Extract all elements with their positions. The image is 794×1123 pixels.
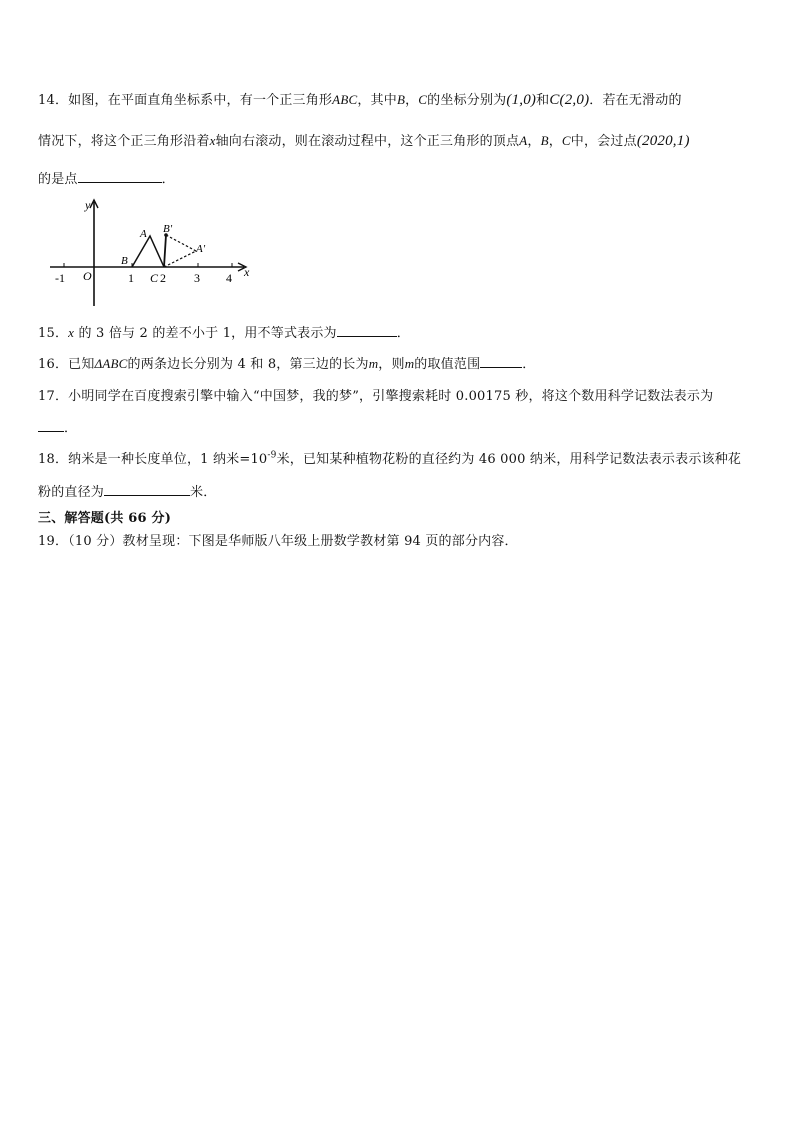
coord-c: C(2,0) xyxy=(549,92,590,108)
vertex-c: C xyxy=(561,133,571,148)
tick-label-neg1: -1 xyxy=(55,271,65,285)
dashed-c-a-prime xyxy=(164,251,196,267)
q16-number: 16． xyxy=(38,357,69,372)
tick-label-4: 4 xyxy=(226,271,232,285)
var-m: m xyxy=(368,356,379,371)
q18-text: 粉的直径为 xyxy=(38,485,105,500)
dashed-b-prime-a-prime xyxy=(166,235,196,251)
var-x: x xyxy=(209,133,216,148)
triangle-name: ΔABC xyxy=(94,356,128,371)
q14-text: ． xyxy=(161,172,175,187)
q14-text: 的坐标分别为 xyxy=(427,93,507,108)
q18-line2 xyxy=(38,481,216,500)
vertex-b: B xyxy=(540,133,549,148)
q14-text: ， xyxy=(405,93,419,108)
q16-text: ，则 xyxy=(378,357,405,372)
q17-line1 xyxy=(38,385,713,404)
q14-text: 情况下，将这个正三角形沿着 xyxy=(38,134,210,149)
q14-text: 如图，在平面直角坐标系中，有一个正三角形 xyxy=(68,93,333,108)
q15-number: 15． xyxy=(38,326,69,341)
tick-label-1: 1 xyxy=(128,271,134,285)
q17-line2 xyxy=(38,417,77,436)
q19-number: 19． xyxy=(38,534,69,549)
q18-number: 18． xyxy=(38,452,69,467)
q14-text: 轴向右滚动，则在滚动过程中，这个正三角形的顶点 xyxy=(215,134,520,149)
q17-text: 小明同学在百度搜索引擎中输入“中国梦，我的梦”，引擎搜索耗时 0.00175 秒，将这个数用科学记数法表示为 xyxy=(68,389,714,404)
q14-text: ，其中 xyxy=(357,93,397,108)
answer-blank[interactable] xyxy=(38,419,64,432)
q15 xyxy=(38,322,410,341)
tick-label-2: 2 xyxy=(160,271,166,285)
section-heading xyxy=(38,507,171,526)
q14-text: 的是点 xyxy=(38,172,78,187)
q14-text: ．若在无滑动的 xyxy=(589,93,682,108)
q14-text: ， xyxy=(548,134,562,149)
q16-text: 已知 xyxy=(68,357,95,372)
q18-text: 米． xyxy=(190,485,217,500)
q18-line1 xyxy=(38,448,741,467)
triangle-abc xyxy=(132,236,164,267)
point-b: B xyxy=(396,92,406,107)
coordinate-figure xyxy=(46,196,256,308)
segment-cb-prime xyxy=(164,235,166,267)
answer-blank[interactable] xyxy=(104,483,190,496)
exponent: -9 xyxy=(267,450,277,461)
q14-line3 xyxy=(38,168,175,187)
target-point: (2020,1) xyxy=(636,133,690,149)
triangle-name: ABC xyxy=(332,92,358,107)
q16-text: 的取值范围 xyxy=(414,357,481,372)
q16-text: ． xyxy=(522,357,536,372)
q14-text: 和 xyxy=(536,93,550,108)
q14-text: 中，会过点 xyxy=(570,134,637,149)
q16-text: 的两条边长分别为 4 和 8，第三边的长为 xyxy=(127,357,369,372)
label-a-prime: A' xyxy=(196,243,206,255)
label-b: B xyxy=(121,255,128,267)
section-title: 三、解答题(共 66 分) xyxy=(38,511,172,526)
q15-text: ． xyxy=(396,326,410,341)
q19-text: （10 分）教材呈现：下图是华师版八年级上册数学教材第 94 页的部分内容． xyxy=(68,534,518,549)
q18-text: 米，已知某种植物花粉的直径约为 46 000 纳米，用科学记数法表示表示该种花 xyxy=(276,452,742,467)
var-m: m xyxy=(404,356,415,371)
label-a: A xyxy=(140,228,147,240)
label-c: C xyxy=(150,271,159,285)
q14-line1 xyxy=(38,89,682,109)
q16 xyxy=(38,353,536,372)
q15-text: 的 3 倍与 2 的差不小于 1，用不等式表示为 xyxy=(78,326,337,341)
answer-blank[interactable] xyxy=(78,170,162,183)
answer-blank[interactable] xyxy=(480,355,522,368)
coord-b: (1,0) xyxy=(506,92,537,108)
q14-number: 14． xyxy=(38,93,69,108)
label-b-prime: B' xyxy=(163,223,173,235)
origin-label: O xyxy=(83,269,92,283)
q17-text: ． xyxy=(64,421,78,436)
q18-text: 纳米是一种长度单位，1 纳米=10 xyxy=(68,452,268,467)
vertex-a: A xyxy=(519,133,528,148)
answer-blank[interactable] xyxy=(337,324,397,337)
tick-label-3: 3 xyxy=(194,271,200,285)
var-x: x xyxy=(68,325,75,340)
q17-number: 17． xyxy=(38,389,69,404)
y-axis-label: y xyxy=(85,198,91,212)
x-axis-label: x xyxy=(244,265,250,279)
q14-line2 xyxy=(38,130,690,150)
q14-text: ， xyxy=(527,134,541,149)
q19 xyxy=(38,530,518,549)
point-c: C xyxy=(418,92,428,107)
